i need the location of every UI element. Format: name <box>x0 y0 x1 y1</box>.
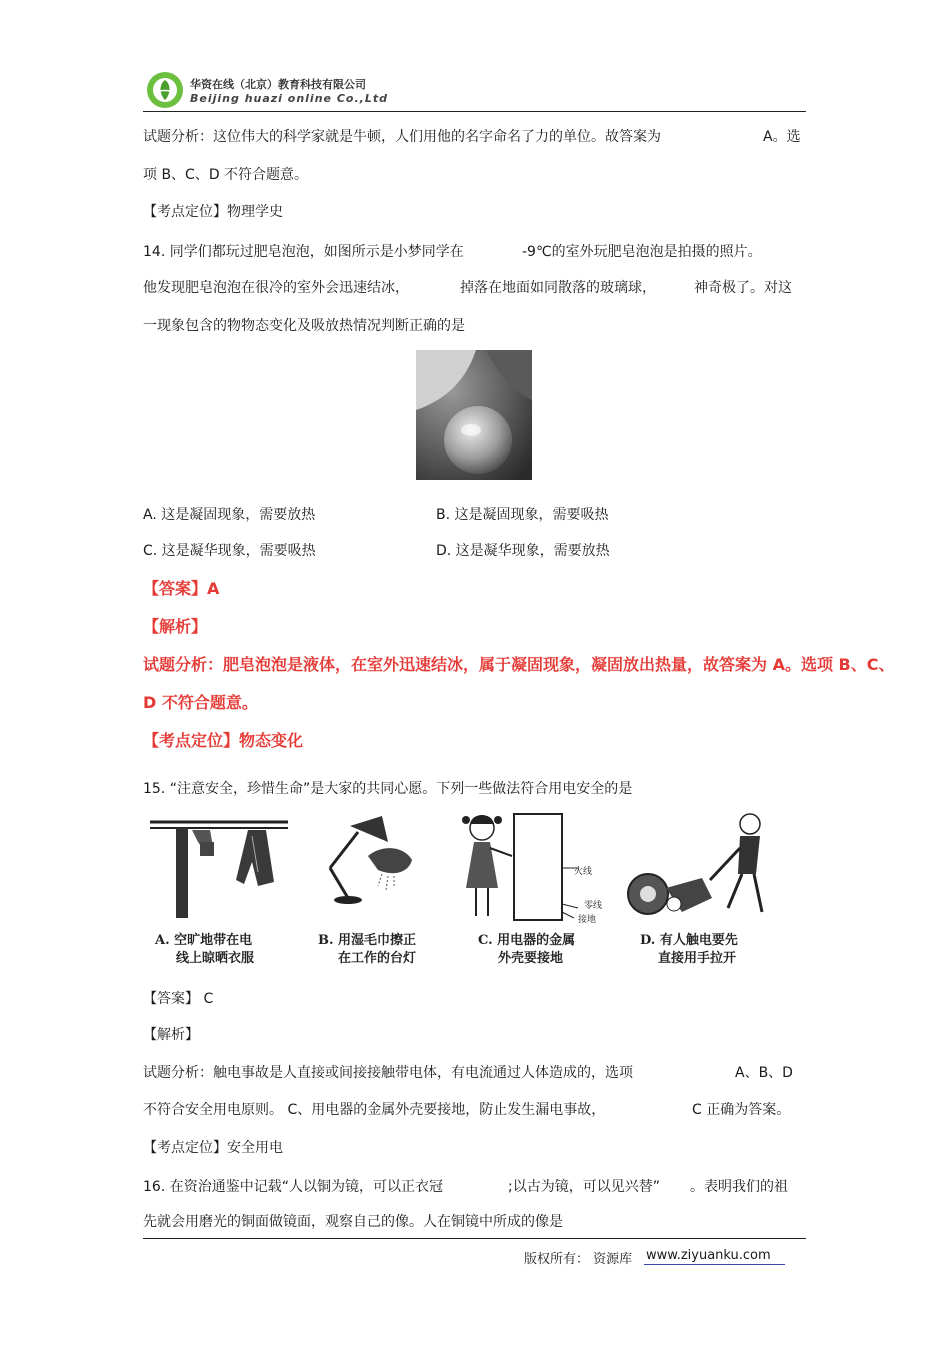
q15-figure-a <box>148 812 296 922</box>
q15-figure-b <box>312 812 460 922</box>
q14-option-d: D. 这是凝华现象，需要放热 <box>436 543 610 559</box>
q14-option-c: C. 这是凝华现象，需要吸热 <box>143 543 316 559</box>
q14-analysis-line1: 试题分析：肥皂泡泡是液体，在室外迅速结冰，属于凝固现象，凝固放出热量，故答案为 A。选项 B、C、 <box>143 655 895 674</box>
q13-analysis-answer: A。选 <box>763 129 801 145</box>
q14-option-b: B. 这是凝固现象，需要吸热 <box>436 507 609 523</box>
q15-analysis-options: A、B、D <box>735 1065 793 1081</box>
soap-bubble-photo <box>416 350 532 480</box>
wire-label-ground: 接地 <box>578 915 597 925</box>
q15-analysis-line2-answer: C 正确为答案。 <box>692 1102 791 1118</box>
footer-url-link[interactable]: www.ziyuanku.com <box>646 1248 771 1263</box>
q15-caption-b-line1: B. 用湿毛巾擦正 <box>318 933 417 948</box>
footer-url-underline <box>644 1264 785 1265</box>
q15-caption-c-line2: 外壳要接地 <box>498 951 564 966</box>
q14-jiexi: 【解析】 <box>143 617 208 636</box>
q16-stem-line2: 先就会用磨光的铜面做镜面，观察自己的像。人在铜镜中所成的像是 <box>143 1214 563 1230</box>
wire-label-fire: 火线 <box>574 867 593 877</box>
footer-rule <box>143 1238 806 1239</box>
q14-stem-line2a: 他发现肥皂泡泡在很冷的室外会迅速结冰， <box>143 280 409 296</box>
q14-stem-line2b: 掉落在地面如同散落的玻璃球， <box>460 280 656 296</box>
q13-location: 【考点定位】物理学史 <box>143 204 283 220</box>
q14-stem-line2c: 神奇极了。对这 <box>694 280 792 296</box>
wire-label-zero: 零线 <box>584 901 603 911</box>
q15-caption-c-line1: C. 用电器的金属 <box>478 933 576 948</box>
company-name-en: Beijing huazi online Co.,Ltd <box>190 92 388 105</box>
q15-analysis-line2: 不符合安全用电原则。 C、用电器的金属外壳要接地，防止发生漏电事故， <box>143 1102 606 1118</box>
q15-caption-b-line2: 在工作的台灯 <box>338 951 417 966</box>
company-name-cn: 华资在线（北京）教育科技有限公司 <box>190 78 366 91</box>
q15-figure-d <box>622 808 780 926</box>
q15-jiexi: 【解析】 <box>143 1027 199 1043</box>
q16-stem-line1b: ;以古为镜，可以见兴替” <box>508 1179 660 1195</box>
q14-answer: 【答案】A <box>143 579 220 598</box>
q14-stem-line1b: -9℃的室外玩肥皂泡泡是拍摄的照片。 <box>522 244 762 260</box>
q13-analysis-line2: 项 B、C、D 不符合题意。 <box>143 167 309 183</box>
q15-location: 【考点定位】安全用电 <box>143 1140 283 1156</box>
leaf-logo-icon <box>145 70 185 110</box>
q14-stem-line3: 一现象包含的物物态变化及吸放热情况判断正确的是 <box>143 318 465 334</box>
company-logo <box>145 70 185 110</box>
q16-stem-line1c: 。表明我们的祖 <box>690 1179 788 1195</box>
q15-caption-d-line1: D. 有人触电要先 <box>640 933 738 948</box>
q15-analysis-line1: 试题分析：触电事故是人直接或间接接触带电体，有电流通过人体造成的，选项 <box>143 1065 633 1081</box>
header-rule <box>143 111 806 112</box>
q14-option-a: A. 这是凝固现象，需要放热 <box>143 507 316 523</box>
q15-caption-d-line2: 直接用手拉开 <box>658 951 737 966</box>
q16-stem-line1a: 16. 在资治通鉴中记载“人以铜为镜，可以正衣冠 <box>143 1179 443 1195</box>
q14-location: 【考点定位】物态变化 <box>143 731 304 750</box>
q14-analysis-line2: D 不符合题意。 <box>143 693 258 712</box>
footer-copyright: 版权所有： 资源库 <box>524 1252 633 1267</box>
q15-caption-a-line1: A. 空旷地带在电 <box>155 933 253 948</box>
q15-caption-a-line2: 线上晾晒衣服 <box>176 951 255 966</box>
q13-analysis-line1: 试题分析：这位伟大的科学家就是牛顿，人们用他的名字命名了力的单位。故答案为 <box>143 129 661 145</box>
q14-stem-line1a: 14. 同学们都玩过肥皂泡泡，如图所示是小梦同学在 <box>143 244 464 260</box>
q15-stem: 15. “注意安全，珍惜生命”是大家的共同心愿。下列一些做法符合用电安全的是 <box>143 781 633 797</box>
q15-answer: 【答案】 C <box>143 991 214 1007</box>
